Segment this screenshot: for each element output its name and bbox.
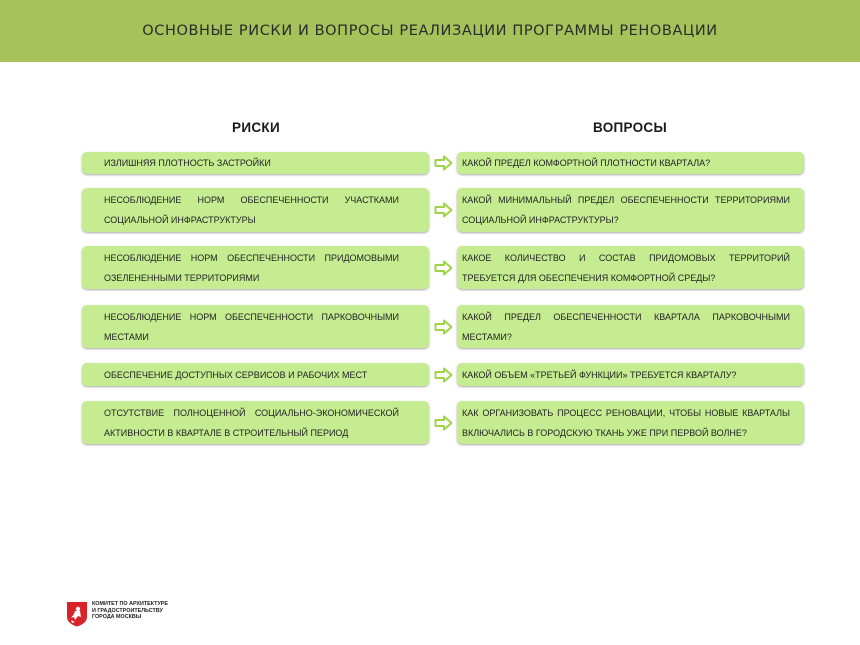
questions-column-title: ВОПРОСЫ xyxy=(592,120,667,135)
question-box xyxy=(457,363,804,386)
question-box xyxy=(457,305,804,348)
page-title: ОСНОВНЫЕ РИСКИ И ВОПРОСЫ РЕАЛИЗАЦИИ ПРОГРАММЫ РЕНОВАЦИИ xyxy=(142,23,718,39)
risk-box xyxy=(82,188,429,232)
risk-box xyxy=(82,305,429,348)
risk-text: ОТСУТСТВИЕ ПОЛНОЦЕННОЙ СОЦИАЛЬНО-ЭКОНОМИЧЕСКОЙ АКТИВНОСТИ В КВАРТАЛЕ В СТРОИТЕЛЬНЫЙ ПЕРИОД xyxy=(104,407,399,438)
committee-name xyxy=(92,601,188,621)
risk-box xyxy=(82,152,429,174)
risk-text: НЕСОБЛЮДЕНИЕ НОРМ ОБЕСПЕЧЕННОСТИ ПРИДОМОВЫМИ ОЗЕЛЕНЕННЫМИ ТЕРРИТОРИЯМИ xyxy=(104,252,399,283)
question-text: КАКОЙ ОБЪЕМ «ТРЕТЬЕЙ ФУНКЦИИ» ТРЕБУЕТСЯ КВАРТАЛУ? xyxy=(462,369,737,380)
arrow-right-icon xyxy=(434,155,453,171)
header-bar xyxy=(0,0,860,62)
question-text: КАКОЙ ПРЕДЕЛ ОБЕСПЕЧЕННОСТИ КВАРТАЛА ПАРКОВОЧНЫМИ МЕСТАМИ? xyxy=(462,311,790,342)
arrow-right-icon xyxy=(434,202,453,218)
moscow-emblem-icon xyxy=(66,601,88,627)
question-box xyxy=(457,246,804,289)
question-box xyxy=(457,188,804,232)
risk-box xyxy=(82,363,429,386)
risk-text: НЕСОБЛЮДЕНИЕ НОРМ ОБЕСПЕЧЕННОСТИ УЧАСТКАМИ СОЦИАЛЬНОЙ ИНФРАСТРУКТУРЫ xyxy=(104,195,399,225)
question-box xyxy=(457,152,804,174)
question-text: КАКОЕ КОЛИЧЕСТВО И СОСТАВ ПРИДОМОВЫХ ТЕРРИТОРИЙ ТРЕБУЕТСЯ ДЛЯ ОБЕСПЕЧЕНИЯ КОМФОРТНОЙ СРЕДЫ? xyxy=(462,252,790,283)
question-text: КАКОЙ ПРЕДЕЛ КОМФОРТНОЙ ПЛОТНОСТИ КВАРТАЛА? xyxy=(462,158,711,168)
risk-text: НЕСОБЛЮДЕНИЕ НОРМ ОБЕСПЕЧЕННОСТИ ПАРКОВОЧНЫМИ МЕСТАМИ xyxy=(104,311,399,342)
risk-box xyxy=(82,246,429,289)
risk-box xyxy=(82,401,429,444)
arrow-right-icon xyxy=(434,260,453,276)
arrow-right-icon xyxy=(434,415,453,431)
committee-name-line: КОМИТЕТ ПО АРХИТЕКТУРЕ xyxy=(92,601,168,607)
risks-column-title: РИСКИ xyxy=(232,120,280,135)
question-text: КАКОЙ МИНИМАЛЬНЫЙ ПРЕДЕЛ ОБЕСПЕЧЕННОСТИ ТЕРРИТОРИЯМИ СОЦИАЛЬНОЙ ИНФРАСТРУКТУРЫ? xyxy=(462,195,790,225)
committee-logo xyxy=(66,601,188,627)
risk-text: ОБЕСПЕЧЕНИЕ ДОСТУПНЫХ СЕРВИСОВ И РАБОЧИХ МЕСТ xyxy=(104,369,368,380)
question-box xyxy=(457,401,804,444)
risk-text: ИЗЛИШНЯЯ ПЛОТНОСТЬ ЗАСТРОЙКИ xyxy=(104,158,271,168)
arrow-right-icon xyxy=(434,319,453,335)
committee-name-line: И ГРАДОСТРОИТЕЛЬСТВУ xyxy=(92,607,163,614)
committee-name-line: ГОРОДА МОСКВЫ xyxy=(92,614,142,621)
question-text: КАК ОРГАНИЗОВАТЬ ПРОЦЕСС РЕНОВАЦИИ, ЧТОБЫ НОВЫЕ КВАРТАЛЫ ВКЛЮЧАЛИСЬ В ГОРОДСКУЮ ТКАНЬ УЖЕ ПРИ ПЕРВОЙ ВОЛНЕ? xyxy=(462,407,790,438)
arrow-right-icon xyxy=(434,367,453,383)
